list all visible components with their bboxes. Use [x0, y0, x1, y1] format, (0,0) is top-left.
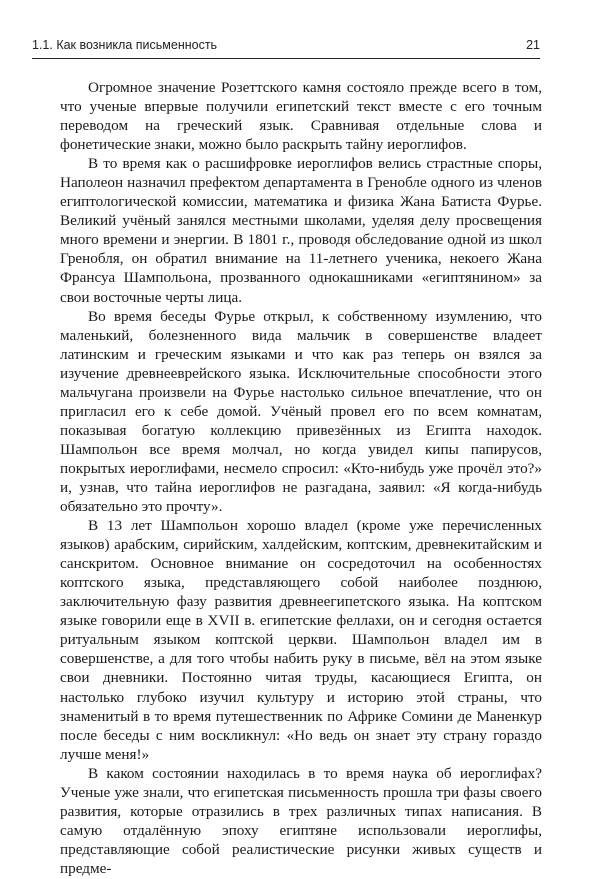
header-rule	[32, 58, 540, 59]
paragraph-hieroglyph-science: В каком состоянии находилась в то время наука об иероглифах? Ученые уже знали, что египетская письменность прошла три фазы своего развития, которые отразились в трех различных типах написания. В самую отдалённую эпоху египтяне использовали иероглифы, представляющие собой реалистические рисунки живых существ и предме-	[60, 764, 542, 877]
paragraph-fourier: В то время как о расшифровке иероглифов велись страстные споры, Наполеон назначил префектом департамента в Гренобле одного из членов египтологической комиссии, математика и физика Жана Батиста Фурье. Великий учёный занялся местными школами, уделяя делу просвещения много времени и энергии. В 1801 г., проводя обследование одной из школ Гренобля, он обратил внимание на 11-летнего ученика, некоего Жана Франсуа Шампольона, прозванного однокашниками «египтянином» за свои восточные черты лица.	[60, 155, 542, 306]
body-text	[60, 78, 542, 878]
paragraph-conversation: Во время беседы Фурье открыл, к собственному изумлению, что маленький, болезненного вида мальчик в совершенстве владеет латинским и греческим языками и что как раз теперь он взялся за изучение древнееврейского языка. Исключительные способности этого мальчугана произвели на Фурье настолько сильное впечатление, что он пригласил его к себе домой. Учёный провел его по всем комнатам, показывая богатую коллекцию привезённых из Египта находок. Шампольон все время молчал, но когда увидел кипы папирусов, покрытых иероглифами, несмело спросил: «Кто-нибудь уже прочёл это?» и, узнав, что тайна иероглифов не разгадана, заявил: «Я когда-нибудь обязательно это прочту».	[60, 307, 542, 516]
paragraph-rosetta: Огромное значение Розеттского камня состояло прежде всего в том, что ученые впервые получили египетский текст вместе с его точным переводом на греческий язык. Сравнивая отдельные слова и фонетические знаки, можно было раскрыть тайну иероглифов.	[60, 79, 542, 154]
running-header	[32, 38, 540, 58]
paragraph-languages: В 13 лет Шампольон хорошо владел (кроме уже перечисленных языков) арабским, сирийским, халдейским, коптским, древнекитайским и санскритом. Основное внимание он сосредоточил на особенностях коптского языка, представляющего собой наиболее позднюю, заключительную фазу развития древнеегипетского языка. На коптском языке говорили еще в XVII в. египетские феллахи, он и сегодня остается ритуальным языком коптской церкви. Шампольон владел им в совершенстве, а для того чтобы набить руку в письме, вёл на этом языке свои дневники. Постоянно читая труды, касающиеся Египта, он настолько глубоко изучил культуру и историю этой страны, что знаменитый в то время путешественник по Африке Сомини де Маненкур после беседы с ним воскликнул: «Но ведь он знает эту страну гораздо лучше меня!»	[60, 517, 542, 763]
page-number: 21	[526, 38, 540, 52]
section-title: 1.1. Как возникла письменность	[32, 38, 218, 52]
